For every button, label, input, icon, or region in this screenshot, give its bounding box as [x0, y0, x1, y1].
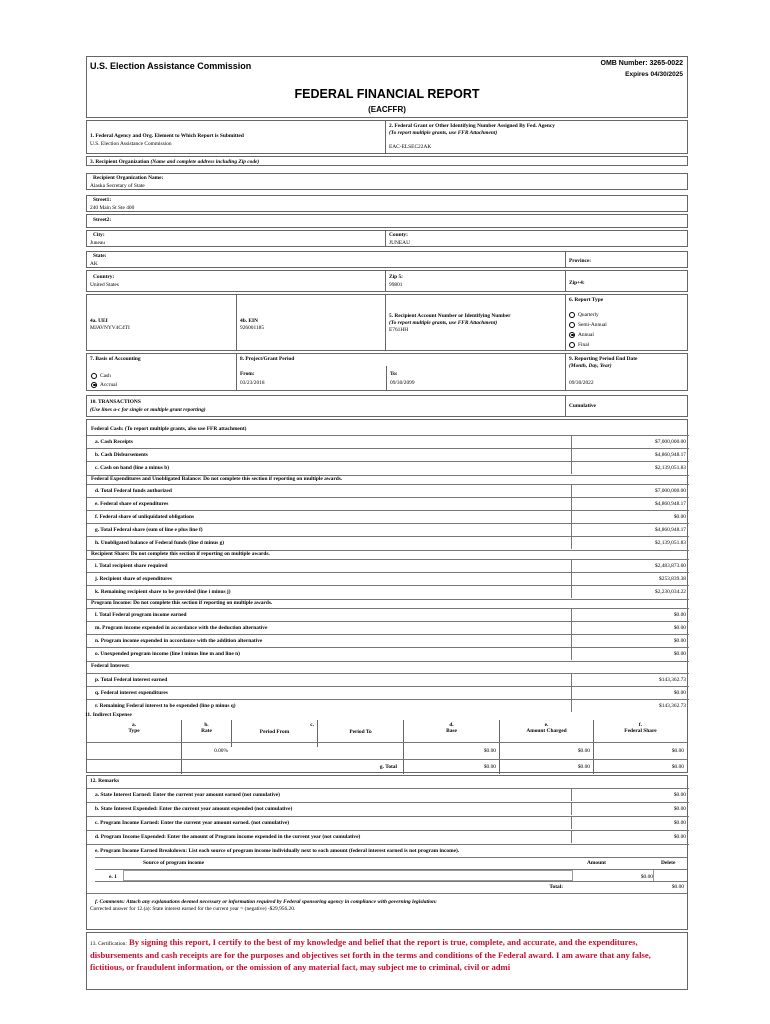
box-6-label: 6. Report Type	[569, 297, 604, 303]
indirect-charged-total: $0.00	[577, 764, 590, 770]
table-row: f. Federal share of unliquidated obligations $0.00	[87, 510, 689, 523]
street1-row	[86, 195, 688, 212]
county-value: JUNEAU	[389, 240, 410, 246]
box-7-8-9	[86, 353, 688, 391]
period-from-value: 03/23/2018	[240, 380, 265, 386]
income-total-label: Total:	[549, 884, 563, 890]
street1-value: 240 Main St Ste 400	[90, 205, 135, 211]
amount-header: Amount	[587, 860, 606, 866]
col-share: f. Federal Share	[624, 722, 657, 735]
report-type-quarterly[interactable]: Quarterly	[569, 312, 599, 318]
country-zip-row	[86, 270, 688, 292]
city-value: Juneau	[90, 240, 105, 246]
radio-selected-icon[interactable]	[91, 382, 97, 388]
certification-label: 13. Certification:	[90, 941, 127, 947]
table-row: h. Unobligated balance of Federal funds (line d minus g) $2,139,051.83	[87, 536, 689, 549]
col-period-letter: c.	[310, 722, 314, 728]
city-label: City:	[93, 232, 105, 238]
box-9	[565, 354, 687, 390]
indirect-expense-grid	[87, 720, 687, 774]
expiration-date: Expires 04/30/2025	[625, 71, 683, 78]
col-base-cell	[403, 720, 499, 774]
basis-accrual[interactable]: Accrual	[91, 382, 117, 388]
table-row: r. Remaining Federal interest to be expended (line p minus q) $143,362.73	[87, 699, 689, 712]
province-label: Province:	[569, 258, 592, 264]
box-4a-value: MJAVNYV4C4TI	[90, 325, 130, 331]
table-row: d. Program Income Expended: Enter the amount of Program income expended in the current year (not cumulative) $0.00	[87, 830, 689, 844]
box-3-header	[86, 156, 688, 166]
transactions-table	[86, 419, 688, 773]
box-12-label: 12. Remarks	[90, 778, 120, 784]
table-row: l. Total Federal program income earned $0.00	[87, 608, 689, 621]
omb-number: OMB Number: 3265-0022	[600, 60, 683, 67]
section-program-income: Program Income: Do not complete this section if reporting on multiple awards.	[87, 599, 689, 607]
country-value: United States	[90, 282, 119, 288]
col-period-from: Period From	[259, 729, 290, 735]
state-value: AK	[90, 261, 98, 267]
box-1-2	[86, 120, 688, 154]
box-11-label: 11. Indirect Expense	[85, 712, 132, 718]
table-row: k. Remaining recipient share to be provided (line i minus j) $2,230,034.22	[87, 585, 689, 598]
zip5-cell	[385, 271, 565, 291]
street1-label: Street1:	[93, 197, 112, 203]
period-from-label: From:	[240, 371, 255, 377]
box-2-note: (To report multiple grants, use FFR Attachment)	[389, 130, 498, 136]
box-5-label: 5. Recipient Account Number or Identifying Number	[389, 313, 511, 319]
box-10-label: 10. TRANSACTIONS	[90, 399, 141, 405]
table-row: c. Program Income Earned: Enter the current year amount earned. (not cumulative) $0.00	[87, 816, 689, 830]
table-row: g. Total Federal share (sum of line e plus line f) $4,860,948.17	[87, 523, 689, 536]
recipient-org-label: Recipient Organization Name:	[93, 175, 164, 181]
col-charged-cell	[499, 720, 593, 774]
box-8-label: 8. Project/Grant Period	[240, 356, 295, 362]
col-rate: b. Rate	[201, 722, 212, 735]
radio-icon[interactable]	[569, 322, 575, 328]
recipient-org-row	[86, 173, 688, 190]
program-income-table	[95, 857, 687, 892]
box-4b	[236, 295, 385, 350]
recipient-org-value: Alaska Secretary of State	[90, 183, 145, 189]
e1-delete-cell[interactable]	[653, 870, 687, 881]
box-4b-label: 4b. EIN	[240, 318, 258, 324]
section-recipient-share: Recipient Share: Do not complete this section if reporting on multiple awards.	[87, 550, 689, 558]
federal-financial-report-form	[86, 56, 688, 1006]
table-row: e. Federal share of expenditures $4,860,948.17	[87, 497, 689, 510]
period-to-cell	[386, 366, 565, 390]
table-row: p. Total Federal interest earned $143,362.73	[87, 673, 689, 686]
box-7-label: 7. Basis of Accounting	[90, 356, 141, 362]
indirect-base-total: $0.00	[483, 764, 496, 770]
period-to-label: To:	[390, 371, 398, 377]
col-base: d. Base	[446, 722, 457, 735]
form-subtitle: (EACFFR)	[368, 105, 406, 114]
street2-label: Street2:	[93, 217, 112, 223]
col-charged: e. Amount Charged	[526, 722, 567, 735]
comments-label: f. Comments: Attach any explanations deemed necessary or information required by Federal sponsoring agency in compliance with governing legislation:	[95, 899, 437, 905]
source-header: Source of program income	[143, 860, 205, 866]
box-5-note: (To report multiple grants, use FFR Attachment)	[389, 320, 498, 326]
agency-name: U.S. Election Assistance Commission	[90, 61, 252, 71]
table-row: b. Cash Disbursements $4,860,948.17	[87, 448, 689, 461]
table-row: q. Federal interest expenditures $0.00	[87, 686, 689, 699]
box-10-note: (Use lines a-c for single or multiple grant reporting)	[90, 407, 206, 413]
comments-value[interactable]: Corrected answer for 12.(a): State interest earned for the current year = (negative) -$29,956.20.	[90, 906, 296, 912]
section-federal-interest: Federal Interest:	[87, 661, 689, 669]
box-4b-value: 926001185	[240, 325, 265, 331]
indirect-charged-value: $0.00	[577, 748, 590, 754]
table-row: d. Total Federal funds authorized $7,000,000.00	[87, 484, 689, 497]
zip5-value: 99801	[389, 282, 403, 288]
box-5	[385, 295, 565, 350]
delete-header: Delete	[661, 860, 676, 866]
table-row: o. Unexpended program income (line l minus line m and line n) $0.00	[87, 647, 689, 660]
box-2	[385, 121, 687, 153]
report-type-final[interactable]: Final	[569, 342, 589, 348]
form-header	[86, 56, 688, 118]
county-label: County:	[389, 232, 408, 238]
period-to-value: 09/30/2099	[390, 380, 415, 386]
col-type: a. Type	[128, 722, 140, 735]
indirect-share-value: $0.00	[671, 748, 684, 754]
radio-icon[interactable]	[569, 342, 575, 348]
street2-row	[86, 214, 688, 228]
cumulative-header-cell	[565, 396, 687, 416]
indirect-share-total: $0.00	[671, 764, 684, 770]
indirect-total-label: g. Total	[379, 764, 397, 770]
cumulative-header: Cumulative	[569, 403, 596, 409]
box-1-value: U.S. Election Assistance Commission	[90, 141, 172, 147]
radio-icon[interactable]	[569, 312, 575, 318]
zip5-label: Zip 5:	[389, 274, 403, 280]
box-6	[565, 295, 687, 350]
e1-label: e. 1	[109, 874, 117, 880]
table-row: j. Recipient share of expenditures $253,839.38	[87, 572, 689, 585]
income-total-value: $0.00	[671, 884, 684, 890]
report-type-semi-annual[interactable]: Semi-Annual	[569, 322, 607, 328]
table-row: m. Program income expended in accordance with the deduction alternative $0.00	[87, 621, 689, 634]
col-period-to: Period To	[349, 729, 372, 735]
certification-box	[86, 932, 688, 990]
country-label: Country:	[93, 274, 115, 280]
box-4a-label: 4a. UEI	[90, 318, 108, 324]
box-8	[236, 354, 565, 390]
e1-amount-value: $0.00	[640, 874, 653, 880]
city-county-row	[86, 230, 688, 247]
box-9-label: 9. Reporting Period End Date	[569, 356, 638, 362]
box-10-header	[86, 395, 688, 417]
box-9-value: 09/30/2022	[569, 380, 594, 386]
table-row: i. Total recipient share required $2,483,873.60	[87, 559, 689, 572]
table-row: n. Program income expended in accordance with the addition alternative $0.00	[87, 634, 689, 647]
box-2-label: 2. Federal Grant or Other Identifying Number Assigned By Fed. Agency	[389, 123, 555, 129]
box-4-5-6	[86, 294, 688, 351]
box-9-note: (Month, Day, Year)	[569, 363, 612, 369]
indirect-rate-value: 0.00%	[214, 748, 228, 754]
col-rate-cell	[181, 720, 231, 774]
province-cell	[565, 252, 687, 267]
report-type-annual[interactable]: Annual	[569, 332, 594, 338]
zip4-label: Zip+4:	[569, 280, 585, 286]
state-province-row	[86, 251, 688, 268]
table-row: c. Cash on hand (line a minus b) $2,139,051.83	[87, 461, 689, 474]
basis-cash[interactable]: Cash	[91, 373, 111, 379]
table-row: b. State Interest Expended: Enter the current year amount expended (not cumulative) $0.00	[87, 802, 689, 816]
remarks-section	[86, 775, 688, 930]
certification-text: By signing this report, I certify to the best of my knowledge and belief that the report is true, complete, and accurate, and the expenditures, disbursements and cash receipts are for the purposes and objectives set forth in the terms and conditions of the Federal award. I am aware that any false, fictitious, or fraudulent information, or the omission of any material fact, may subject me to criminal, civil or admi	[90, 937, 651, 972]
indirect-base-value: $0.00	[483, 748, 496, 754]
table-row: a. Cash Receipts $7,000,000.00	[87, 435, 689, 448]
zip4-cell	[565, 271, 687, 291]
box-1-label: 1. Federal Agency and Org. Element to Which Report is Submitted	[90, 133, 244, 139]
program-income-breakdown-row: e. Program Income Earned Breakdown: List each source of program income individually next to each amount (federal interest earned is not program income).	[87, 844, 689, 857]
col-share-cell	[593, 720, 687, 774]
comments-box	[87, 893, 687, 930]
table-row: a. State Interest Earned: Enter the current year amount earned (not cumulative) $0.00	[87, 788, 689, 802]
e1-source-field[interactable]	[123, 870, 573, 881]
section-federal-cash: Federal Cash: (To report multiple grants, also use FFR attachment)	[91, 426, 247, 432]
box-3-label: 3. Recipient Organization (Name and complete address including Zip code)	[90, 159, 260, 165]
radio-icon[interactable]	[91, 373, 97, 379]
state-label: State:	[93, 253, 107, 259]
box-2-value: EAC-ELSEC22AK	[389, 144, 432, 150]
box-5-value: E761HH	[389, 327, 409, 333]
county-cell	[385, 231, 687, 246]
section-federal-expenditures: Federal Expenditures and Unobligated Balance: Do not complete this section if reporting on multiple awards.	[87, 475, 689, 483]
form-title: FEDERAL FINANCIAL REPORT	[294, 87, 480, 101]
radio-selected-icon[interactable]	[569, 332, 575, 338]
